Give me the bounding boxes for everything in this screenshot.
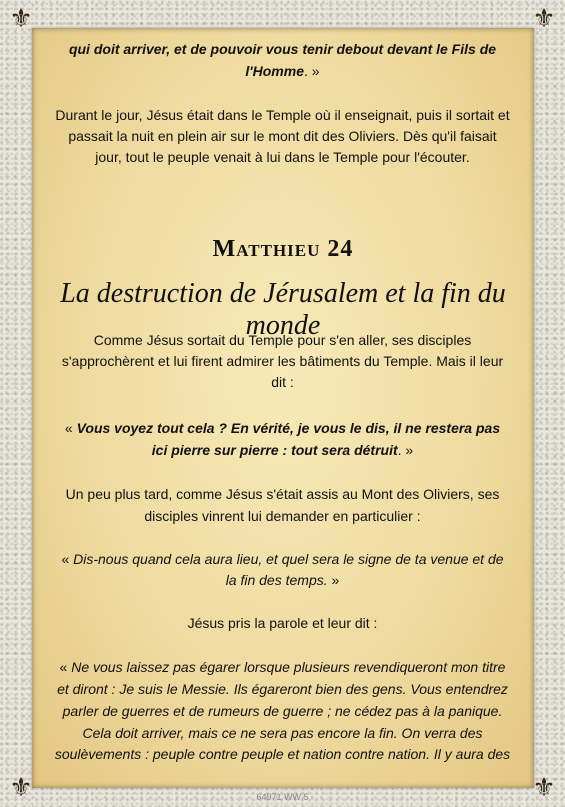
paragraph-line: passait la nuit en plein air sur le mont dit des Oliviers. Dès qu'il faisait <box>68 128 497 144</box>
quote-close: . » <box>304 63 320 79</box>
quote-line: et diront : Je suis le Messie. Ils égareront bien des gens. Vous entendrez <box>57 681 508 697</box>
quote-line <box>40 571 525 590</box>
paragraph-line: disciples vinrent lui demander en particulier : <box>144 508 421 524</box>
quote-line <box>40 419 525 438</box>
quote-open: « <box>64 420 77 436</box>
quote-open: « <box>61 551 74 567</box>
fleur-de-lis-icon: ⚜ <box>532 773 556 803</box>
paragraph-line: Comme Jésus sortait du Temple pour s'en aller, ses disciples <box>93 332 472 348</box>
top-quote-line-1: qui doit arriver, et de pouvoir vous tenir debout devant le Fils de <box>68 41 497 57</box>
paragraph-line: jour, tout le peuple venait à lui dans le Temple pour l'écouter. <box>95 149 470 165</box>
emphasis: l'Homme <box>245 63 304 79</box>
quote-close: » <box>327 572 340 588</box>
fleur-de-lis-icon: ⚜ <box>9 4 33 34</box>
paragraph-line: s'approchèrent et lui firent admirer les bâtiments du Temple. Mais il leur <box>61 353 504 369</box>
paragraph-line: Jésus pris la parole et leur dit : <box>187 615 378 631</box>
quote-line: Cela doit arriver, mais ce ne sera pas encore la fin. On verra des <box>82 725 483 741</box>
paragraph-line: dit : <box>271 374 294 390</box>
fleur-de-lis-icon: ⚜ <box>9 773 33 803</box>
chapter-subtitle: La destruction de Jérusalem et la fin du monde <box>60 278 506 341</box>
quote-text: Dis-nous quand cela aura lieu, et quel sera le signe de ta venue et de <box>73 551 504 567</box>
quote-text: Ne vous laissez pas égarer lorsque plusieurs revendiqueront mon titre <box>71 659 506 675</box>
quote-line: parler de guerres et de rumeurs de guerre ; ne cédez pas à la panique. <box>62 703 503 719</box>
quote-text: ici pierre sur pierre : tout sera détruit <box>151 442 398 458</box>
footer-code: 64971 WW 5 <box>256 792 309 802</box>
paragraph-line: Un peu plus tard, comme Jésus s'était assis au Mont des Oliviers, ses <box>65 486 500 502</box>
quote-text: la fin des temps. <box>225 572 328 588</box>
paragraph-line: Durant le jour, Jésus était dans le Temple où il enseignait, puis il sortait et <box>55 107 510 123</box>
quote-line: soulèvements : peuple contre peuple et nation contre nation. Il y aura des <box>54 746 511 762</box>
quote-text: Vous voyez tout cela ? En vérité, je vous le dis, il ne restera pas <box>76 420 501 436</box>
quote-line <box>40 441 525 460</box>
quote-close: . » <box>397 442 414 458</box>
quote-line <box>40 658 525 677</box>
top-quote-line-2 <box>40 62 525 81</box>
chapter-heading: Matthieu 24 <box>212 236 354 262</box>
fleur-de-lis-icon: ⚜ <box>532 4 556 34</box>
quote-open: « <box>59 659 72 675</box>
quote-line <box>40 550 525 569</box>
